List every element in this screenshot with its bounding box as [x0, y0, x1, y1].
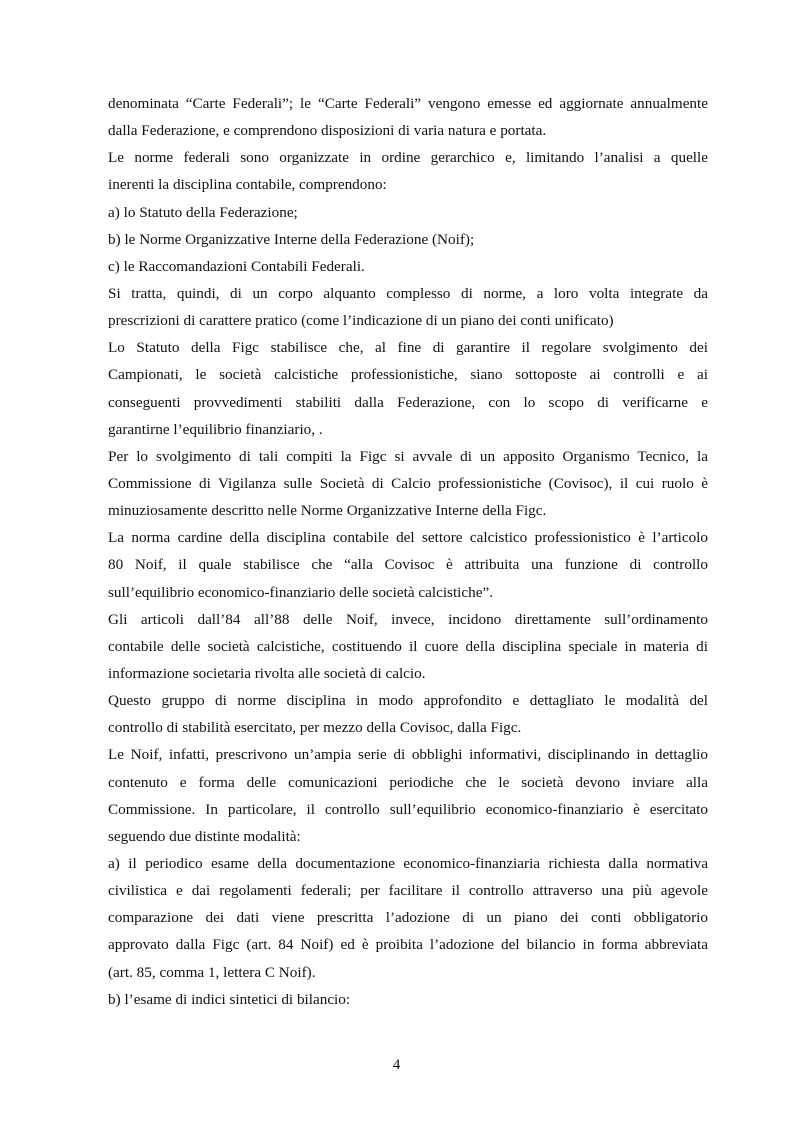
list-item: b) l’esame di indici sintetici di bilancio: [108, 990, 351, 1008]
text-line: comparazione dei dati viene prescritta l’adozione di un piano dei conti obbligatorio [108, 909, 708, 927]
text-line: Commissione di Vigilanza sulle Società di Calcio professionistiche (Covisoc), il cui ruolo è [108, 474, 708, 492]
list-item: b) le Norme Organizzative Interne della Federazione (Noif); [108, 230, 475, 248]
text-line: Questo gruppo di norme disciplina in modo approfondito e dettagliato le modalità del [108, 692, 708, 710]
list-item: a) il periodico esame della documentazione economico-finanziaria richiesta dalla normativa [108, 854, 708, 872]
text-line: La norma cardine della disciplina contabile del settore calcistico professionistico è l’articolo [108, 529, 708, 547]
text-line: contenuto e forma delle comunicazioni periodiche che le società devono inviare alla [108, 773, 708, 791]
text-line: Le norme federali sono organizzate in ordine gerarchico e, limitando l’analisi a quelle [108, 149, 708, 167]
text-line: approvato dalla Figc (art. 84 Noif) ed è proibita l’adozione del bilancio in forma abbreviata [108, 936, 708, 954]
text-line: controllo di stabilità esercitato, per mezzo della Covisoc, dalla Figc. [108, 719, 522, 737]
text-line: conseguenti provvedimenti stabiliti dalla Federazione, con lo scopo di verificarne e [108, 393, 708, 411]
text-line: Campionati, le società calcistiche professionistiche, siano sottoposte ai controlli e ai [108, 366, 708, 384]
text-line: Lo Statuto della Figc stabilisce che, al fine di garantire il regolare svolgimento dei [108, 339, 708, 357]
text-line: contabile delle società calcistiche, costituendo il cuore della disciplina speciale in materia di [108, 637, 708, 655]
text-line: informazione societaria rivolta alle società di calcio. [108, 664, 426, 682]
text-line: garantirne l’equilibrio finanziario, . [108, 420, 323, 438]
text-line: Le Noif, infatti, prescrivono un’ampia serie di obblighi informativi, disciplinando in dettaglio [108, 746, 708, 764]
text-line: sull’equilibrio economico-finanziario delle società calcistiche”. [108, 583, 494, 601]
text-line: civilistica e dai regolamenti federali; per facilitare il controllo attraverso una più agevole [108, 882, 708, 900]
list-item: c) le Raccomandazioni Contabili Federali. [108, 257, 365, 275]
text-line: dalla Federazione, e comprendono disposizioni di varia natura e portata. [108, 122, 547, 140]
list-item: a) lo Statuto della Federazione; [108, 203, 298, 221]
text-line: (art. 85, comma 1, lettera C Noif). [108, 963, 316, 981]
document-body [108, 90, 708, 1013]
text-line: Per lo svolgimento di tali compiti la Figc si avvale di un apposito Organismo Tecnico, la [108, 447, 708, 465]
text-line: minuziosamente descritto nelle Norme Organizzative Interne della Figc. [108, 502, 547, 520]
text-line: seguendo due distinte modalità: [108, 827, 301, 845]
text-line: Commissione. In particolare, il controllo sull’equilibrio economico-finanziario è esercitato [108, 800, 708, 818]
page-number: 4 [392, 1056, 401, 1073]
text-line: Gli articoli dall’84 all’88 delle Noif, invece, incidono direttamente sull’ordinamento [108, 610, 708, 628]
text-line: prescrizioni di carattere pratico (come l’indicazione di un piano dei conti unificato) [108, 312, 614, 330]
text-line: Si tratta, quindi, di un corpo alquanto complesso di norme, a loro volta integrate da [108, 284, 708, 302]
text-line: inerenti la disciplina contabile, comprendono: [108, 176, 387, 194]
text-line: 80 Noif, il quale stabilisce che “alla Covisoc è attribuita una funzione di controllo [108, 556, 708, 574]
text-line: denominata “Carte Federali”; le “Carte Federali” vengono emesse ed aggiornate annualmente [108, 95, 708, 112]
